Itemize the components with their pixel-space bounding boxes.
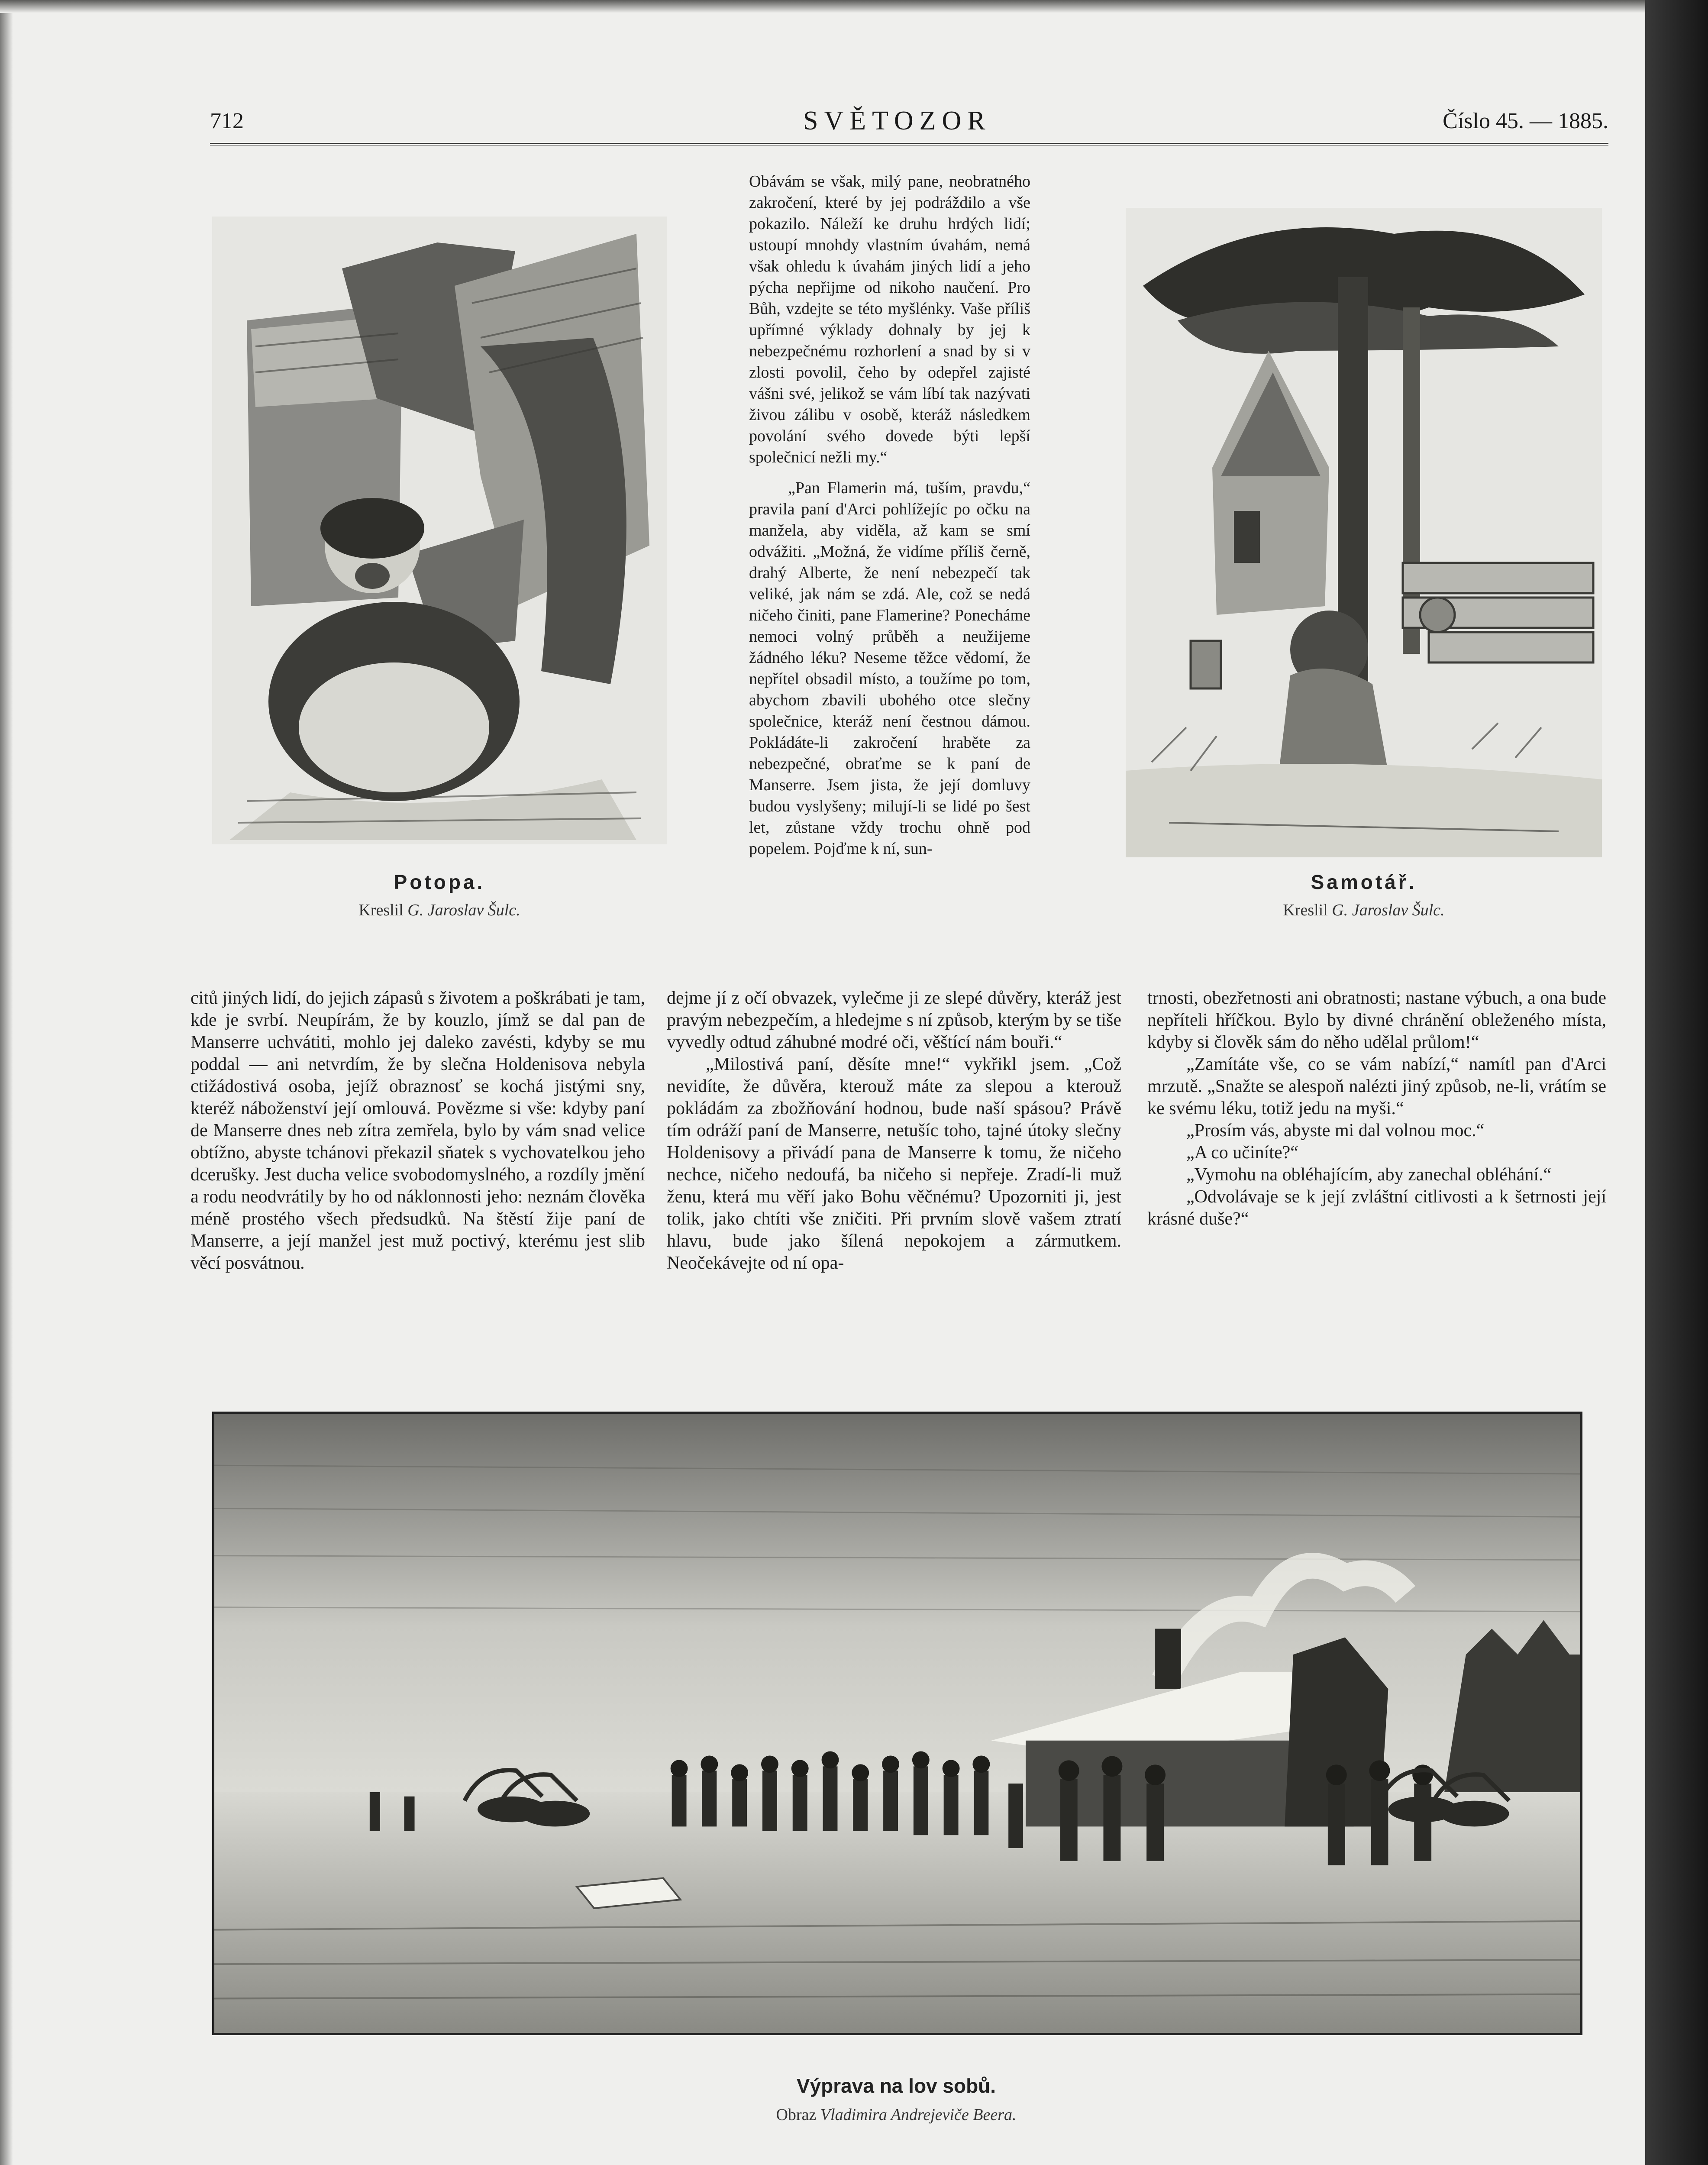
paragraph: „Prosím vás, abyste mi dal volnou moc.“ — [1186, 1121, 1485, 1141]
figure-left-credit-prefix: Kreslil — [358, 901, 404, 919]
scan-background — [1643, 0, 1708, 2165]
figure-right-credit-prefix: Kreslil — [1283, 901, 1328, 919]
engraving-child-crying-by-shed-icon — [212, 216, 667, 844]
middle-column-top — [749, 171, 1030, 860]
figure-right-title: Samotář. — [1311, 871, 1417, 893]
figure-right-credit — [1126, 901, 1602, 920]
figure-right-credit-name: G. Jaroslav Šulc. — [1332, 901, 1445, 919]
figure-left-title: Potopa. — [394, 871, 485, 893]
masthead-title: SVĚTOZOR — [803, 106, 991, 136]
samotar-illustration — [1126, 208, 1602, 857]
right-column — [1147, 987, 1606, 1230]
paragraph: Obávám se však, milý pane, neobratného zakročení, které by jej podráždilo a vše pokazilo. Náleží ke druhu hrdých lidí; ustoupí mnohdy vlastním úvahám, nemá však ohledu k úvahám jiných lidí a jeho pýcha nepřijme od nikoho naučení. Pro Bůh, vzdejte se této myšlénky. Vaše příliš upřímné výklady dohnaly by jej k nebezpečnému rozhorlení a snad by si v zlosti povolil, čeho by odepřel zajisté vášni své, jelikož se vám líbí tak nazývati živou zálibu v osobě, kteráž následkem povolání svého dovede býti lepší společnicí nežli my.“ — [749, 172, 1030, 466]
binding-shadow — [0, 0, 13, 2165]
left-column — [190, 987, 645, 1274]
middle-column-bottom — [667, 987, 1121, 1274]
page-number: 712 — [210, 109, 244, 133]
figure-bottom-credit-prefix: Obraz — [776, 2106, 817, 2124]
header-rule — [210, 143, 1608, 145]
potopa-illustration — [212, 216, 667, 844]
page-header — [210, 108, 1608, 139]
paragraph: dejme jí z očí obvazek, vylečme ji ze slepé důvěry, kteráž jest pravým nebezpečím, a hledejme s ní způsob, kterým by se tiše vyvedly odtud záhubné modré oči, věštící nám bouři.“ — [667, 988, 1121, 1052]
hunt-illustration — [214, 1414, 1580, 2033]
paragraph: citů jiných lidí, do jejich zápasů s životem a poškrábati je tam, kde je svrbí. Neupírám, že by kouzlo, jímž se dal pan de Manserre uchvátiti, mohlo jej daleko zavésti, kdyby se mu poddal — ani netvrdím, že by slečna Holdenisova nebyla ctižádostivá osoba, jejíž obraznosť se kochá jistými sny, kteréž náboženství její omlouvá. Povězme si vše: kdyby paní de Manserre dnes neb zítra zemřela, bylo by vám snad velice obtížno, abyste tchánovi překazil sňatek s vychovatelkou jeho dcerušky. Jest ducha velice svobodomyslného, a rozdíly jmění a rodu neodvrátily by ho od náklonnosti jeho: neznám člověka méně prostého všech předsudků. Na štěstí žije paní de Manserre, a její manžel jest muž poctivý, kterému jest slib věcí posvátnou. — [190, 988, 645, 1273]
paragraph: „Milostivá paní, děsíte mne!“ vykřikl jsem. „Což nevidíte, že důvěra, kterouž máte za slepou a kterouž pokládám za zbožňování hodnou, bude naší spásou? Právě tím odráží paní de Manserre, netušíc toho, tajné útoky slečny Holdenisovy a přivádí pana de Manserre k tomu, že ničeho nechce, ničeho nedoufá, ba ničeho si nepřeje. Zradí-li muž ženu, která mu věří jako Bohu věčnému? Upozorniti ji, jest tolik, jako chtíti vše zničiti. Při prvním slově vašem ztratí hlavu, bude jako šílená nepokojem a zármutkem. Neočekávejte od ní opa- — [667, 1054, 1121, 1273]
figure-left-credit-name: G. Jaroslav Šulc. — [407, 901, 520, 919]
paragraph: „A co učiníte?“ — [1186, 1143, 1298, 1163]
engraving-boy-under-tree-icon — [1126, 208, 1602, 857]
paragraph: „Vymohu na obléhajícím, aby zanechal obléhání.“ — [1186, 1165, 1552, 1185]
figure-left-credit — [212, 901, 667, 920]
figure-bottom-title: Výprava na lov sobů. — [796, 2075, 996, 2097]
paragraph: trnosti, obezřetnosti ani obratnosti; nastane výbuch, a ona bude nepříteli hříčkou. Bylo by divné chránění obleženého místa, kdyby si člověk sám do něho udělal průlom!“ — [1147, 988, 1606, 1052]
figure-bottom-credit-name: Vladimira Andrejeviče Beera. — [820, 2106, 1017, 2124]
paragraph: „Pan Flamerin má, tuším, pravdu,“ pravila paní d'Arci pohlížejíc po očku na manžela, aby viděla, až kam se smí odvážiti. „Možná, že vidíme příliš černě, drahý Alberte, že není nebezpečí tak veliké, jak nám se zdá. Ale, což se nedá ničeho činiti, pane Flamerine? Ponecháme nemoci volný průběh a neužijeme žádného léku? Neseme těžce vědomí, že nepřítel obsadil místo, a toužíme po tom, abychom zbavili ubohého otce slečny společnice, kteráž není čestnou dámou. Pokládáte-li zakročení hraběte za nebezpečné, obraťme se k paní de Manserre. Jsem jista, že její domluvy budou vyslyšeny; milují-li se lidé po šest let, zůstane vždy trochu ohně pod popelem. Pojďme k ní, sun- — [749, 479, 1030, 858]
engraving-winter-reindeer-hunt-party-icon — [212, 1412, 1582, 2035]
issue-number: Číslo 45. — 1885. — [1443, 109, 1608, 133]
top-shadow — [0, 0, 1645, 13]
paragraph: „Zamítáte vše, co se vám nabízí,“ namítl pan d'Arci mrzutě. „Snažte se alespoň nalézti jiný způsob, ne-li, vrátím se ke svému léku, totiž jedu na myši.“ — [1147, 1054, 1606, 1118]
paragraph: „Odvolávaje se k její zvláštní citlivosti a k šetrnosti její krásné duše?“ — [1147, 1187, 1606, 1229]
figure-bottom-credit — [210, 2105, 1582, 2124]
